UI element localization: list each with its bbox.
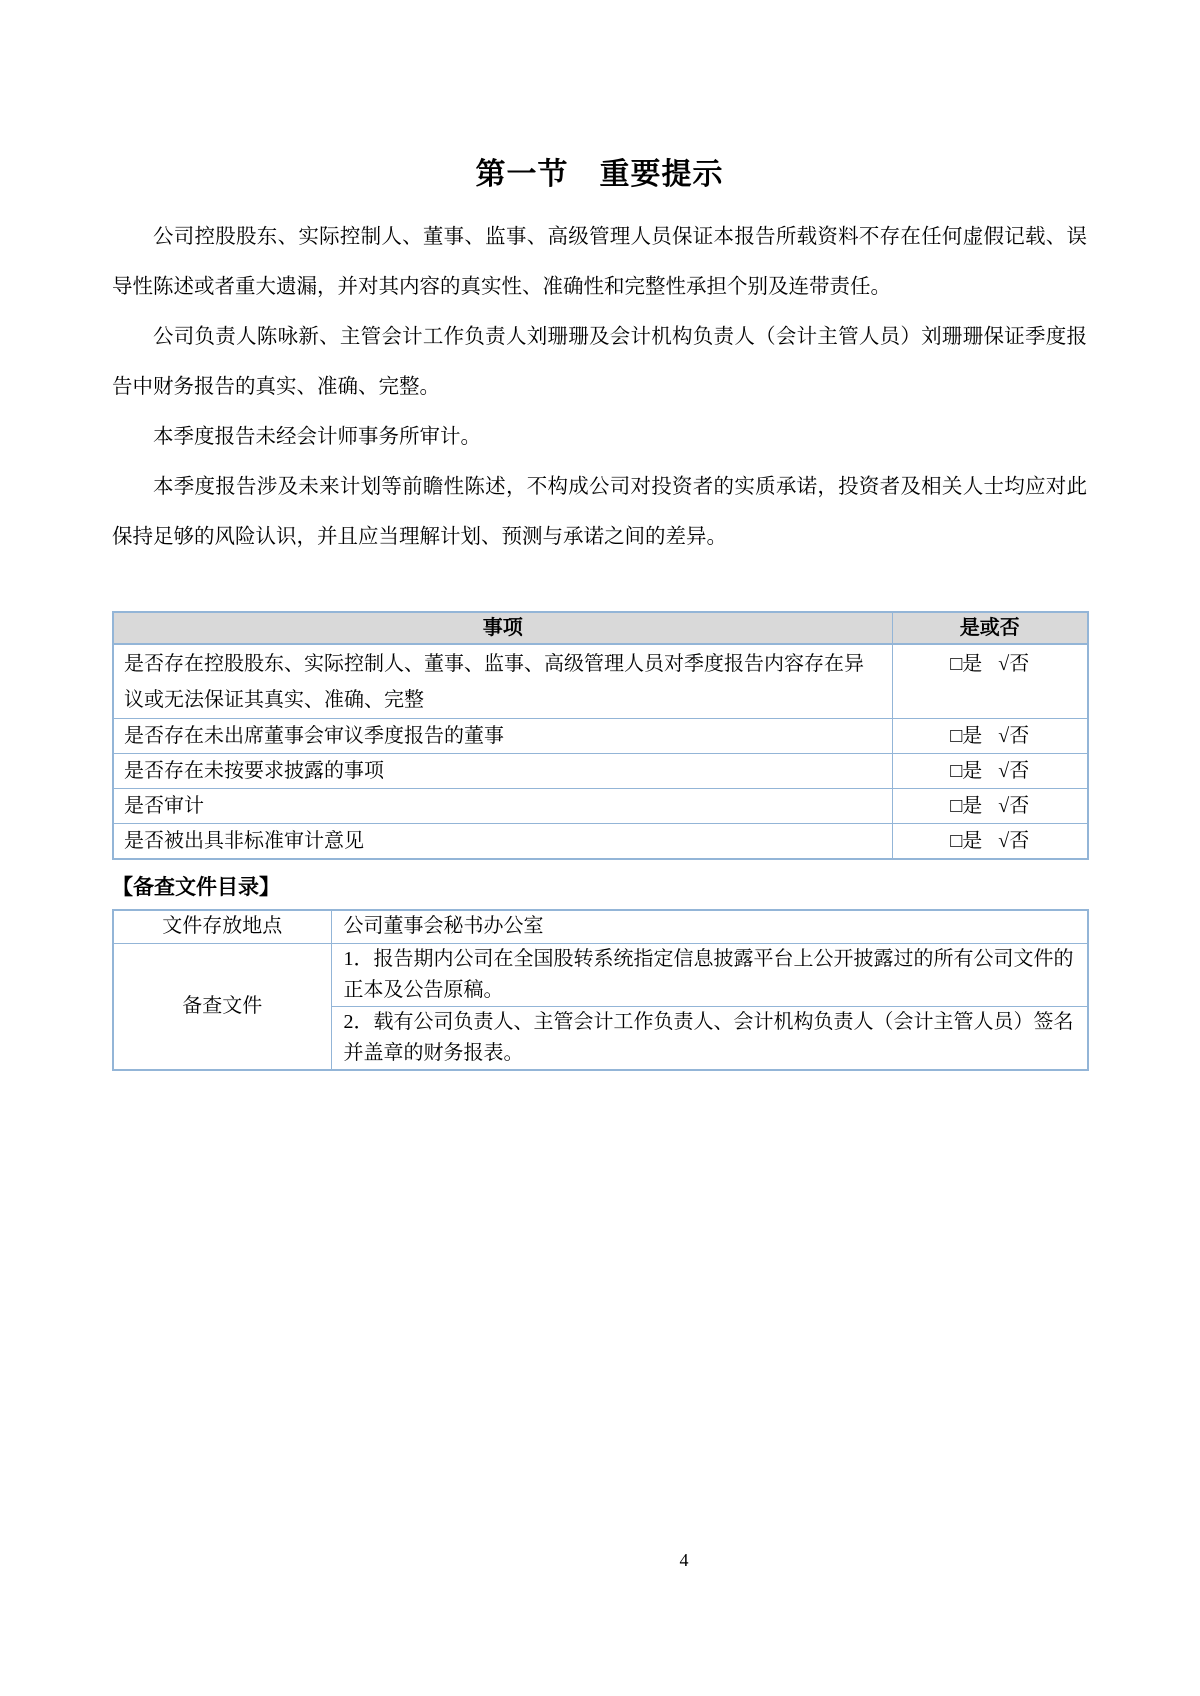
column-header-yes-no: 是或否	[892, 612, 1088, 644]
answer-cell	[892, 719, 1088, 754]
table-row	[113, 789, 1088, 824]
yes-no-items-table	[112, 611, 1089, 860]
section-title: 第一节 重要提示	[475, 158, 724, 191]
column-header-item: 事项	[113, 612, 892, 644]
checkmark-no-option: √否	[998, 830, 1030, 852]
answer-cell	[892, 754, 1088, 789]
paragraph-unaudited: 本季度报告未经会计师事务所审计。	[153, 426, 481, 448]
table-header-row	[113, 612, 1088, 644]
checkmark-no-option: √否	[998, 725, 1030, 747]
item-text: 是否存在未出席董事会审议季度报告的董事	[113, 719, 892, 754]
storage-location-value: 公司董事会秘书办公室	[331, 910, 1088, 943]
reference-file-item: 2．载有公司负责人、主管会计工作负责人、会计机构负责人（会计主管人员）签名并盖章的财务报表。	[331, 1006, 1088, 1070]
table-row	[113, 910, 1088, 943]
paragraph-disclaimer: 公司控股股东、实际控制人、董事、监事、高级管理人员保证本报告所载资料不存在任何虚假记载、误导性陈述或者重大遗漏，并对其内容的真实性、准确性和完整性承担个别及连带责任。	[112, 226, 1087, 298]
reference-files-label: 备查文件	[113, 943, 331, 1070]
answer-cell	[892, 789, 1088, 824]
checkbox-yes-option: □是	[950, 795, 983, 817]
item-text: 是否审计	[113, 789, 892, 824]
item-text: 是否存在未按要求披露的事项	[113, 754, 892, 789]
documents-table	[112, 909, 1089, 1071]
checkbox-yes-option: □是	[950, 830, 983, 852]
table-row	[113, 754, 1088, 789]
table-row	[113, 719, 1088, 754]
checkbox-yes-option: □是	[950, 653, 983, 675]
paragraph-responsibility: 公司负责人陈咏新、主管会计工作负责人刘珊珊及会计机构负责人（会计主管人员）刘珊珊保证季度报告中财务报告的真实、准确、完整。	[112, 326, 1087, 398]
checkbox-yes-option: □是	[950, 760, 983, 782]
checkbox-yes-option: □是	[950, 725, 983, 747]
answer-cell	[892, 824, 1088, 860]
table-row	[113, 824, 1088, 860]
page-number: 4	[679, 1550, 689, 1570]
answer-cell	[892, 644, 1088, 719]
paragraph-forward-looking: 本季度报告涉及未来计划等前瞻性陈述，不构成公司对投资者的实质承诺，投资者及相关人士均应对此保持足够的风险认识，并且应当理解计划、预测与承诺之间的差异。	[112, 476, 1087, 548]
checkmark-no-option: √否	[998, 760, 1030, 782]
documents-catalog-heading: 【备查文件目录】	[112, 876, 280, 899]
checkmark-no-option: √否	[998, 653, 1030, 675]
page-content	[112, 0, 1087, 1071]
table-row	[113, 644, 1088, 719]
storage-location-label: 文件存放地点	[113, 910, 331, 943]
item-text: 是否存在控股股东、实际控制人、董事、监事、高级管理人员对季度报告内容存在异议或无法保证其真实、准确、完整	[113, 644, 892, 719]
checkmark-no-option: √否	[998, 795, 1030, 817]
reference-file-item: 1．报告期内公司在全国股转系统指定信息披露平台上公开披露过的所有公司文件的正本及公告原稿。	[331, 943, 1088, 1006]
table-row	[113, 943, 1088, 1006]
item-text: 是否被出具非标准审计意见	[113, 824, 892, 860]
